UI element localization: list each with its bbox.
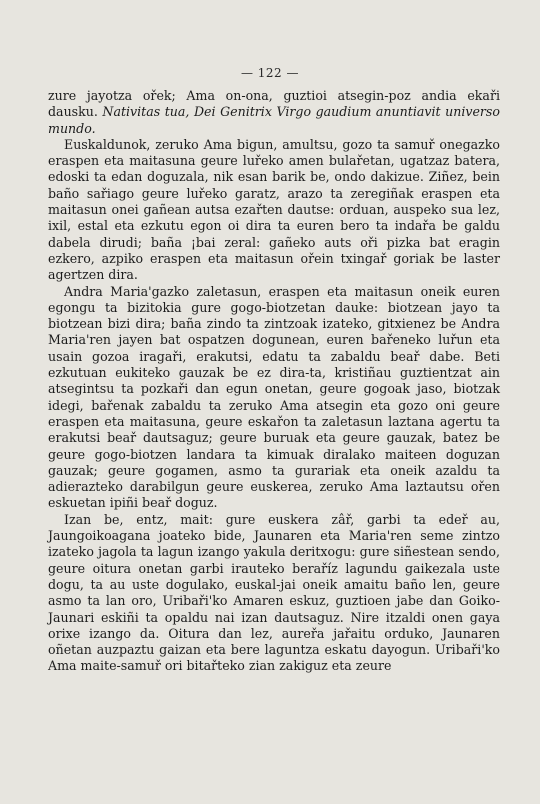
paragraph-2	[48, 137, 500, 284]
body-text	[48, 88, 500, 675]
paragraph-1-text: zure jayotza ořek; Ama on-ona, guztioi atsegin-poz andia ekaři dausku.	[48, 88, 500, 120]
paragraph-1	[48, 88, 500, 137]
paragraph-4-text: Izan be, entz, mait: gure euskera zâř, garbi ta edeř au, Jaungoikoagana joateko bide, Jaunaren eta Maria'ren seme zintzo izateko jagola ta lagun izango yakula deritxogu: gure siñestean sendo, geure oitura onetan garbi irauteko beraříz lagundu gaikezala uste dogu, ta au uste dogulako, euskal-jai oneik amaitu baño len, geure asmo ta lan oro, Uribaři'ko Amaren eskuz, guztioen jabe dan Goiko-Jaunari eskiñi ta opaldu nai izan dautsaguz. Nire itzaldi onen gaya orixe izango da. Oitura dan lez, aureřa jařaitu orduko, Jaunaren oñetan auzpaztu gaizan eta bere laguntza eskatu dayogun. Uribaři'ko Ama maite-samuř ori bitařteko zian zakiguz eta zeure	[48, 511, 500, 674]
latin-quote: Nativitas tua, Dei Genitrix Virgo gaudium anuntiavit universo mundo.	[48, 104, 500, 136]
paragraph-3	[48, 284, 500, 512]
paragraph-3-text: Andra Maria'gazko zaletasun, eraspen eta maitasun oneik euren egongu ta bizitokia gure gogo-biotzetan dauke: biotzean jayo ta biotzean bizi dira; baña zindo ta zintzoak izateko, gitxienez be Andra Maria'ren jayen bat ospatzen dogunean, euren bařeneko luřun eta usain gozoa iragaři, erakutsi, edatu ta zabaldu beař dabe. Beti ezkutuan eukiteko gauzak be ez dira-ta, kristiñau guztientzat ain atsegintsu ta pozkaři dan egun onetan, geure gogoak jaso, biotzak idegi, bařenak zabaldu ta zeruko Ama atsegin eta gozo oni geure eraspen eta maitasuna, geure eskařon ta zaletasun laztana agertu ta erakutsi beař dautsaguz; geure buruak eta geure gauzak, batez be geure gogo-biotzen landara ta kimuak diralako maiteen doguzan gauzak; geure gogamen, asmo ta gurariak eta oneik azaldu ta adierazteko darabilgun geure euskerea, zeruko Ama laztautsu ořen eskuetan ipiñi beař doguz.	[48, 283, 500, 511]
paragraph-2-text: Euskaldunok, zeruko Ama bigun, amultsu, gozo ta samuř onegazko eraspen eta maitasuna geure luřeko amen bulařetan, ugatzaz batera, edoski ta edan doguzala, nik esan barik be, ondo dakizue. Ziñez, bein baño sařiago geure luřeko garatz, arazo ta zeregiñak eraspen eta maitasun onei gañean autsa ezařten dautse: orduan, auspeko sua lez, ixil, estal eta ezkutu egon oi dira ta euren bero ta indařa be galdu dabela dirudi; baña ¡bai zeral: gañeko auts oři pizka bat eragin ezkero, azpiko eraspen eta maitasun ořein txingař goriak be laster agertzen dira.	[48, 136, 500, 283]
page-number: — 122 —	[240, 66, 300, 80]
paragraph-4	[48, 512, 500, 675]
